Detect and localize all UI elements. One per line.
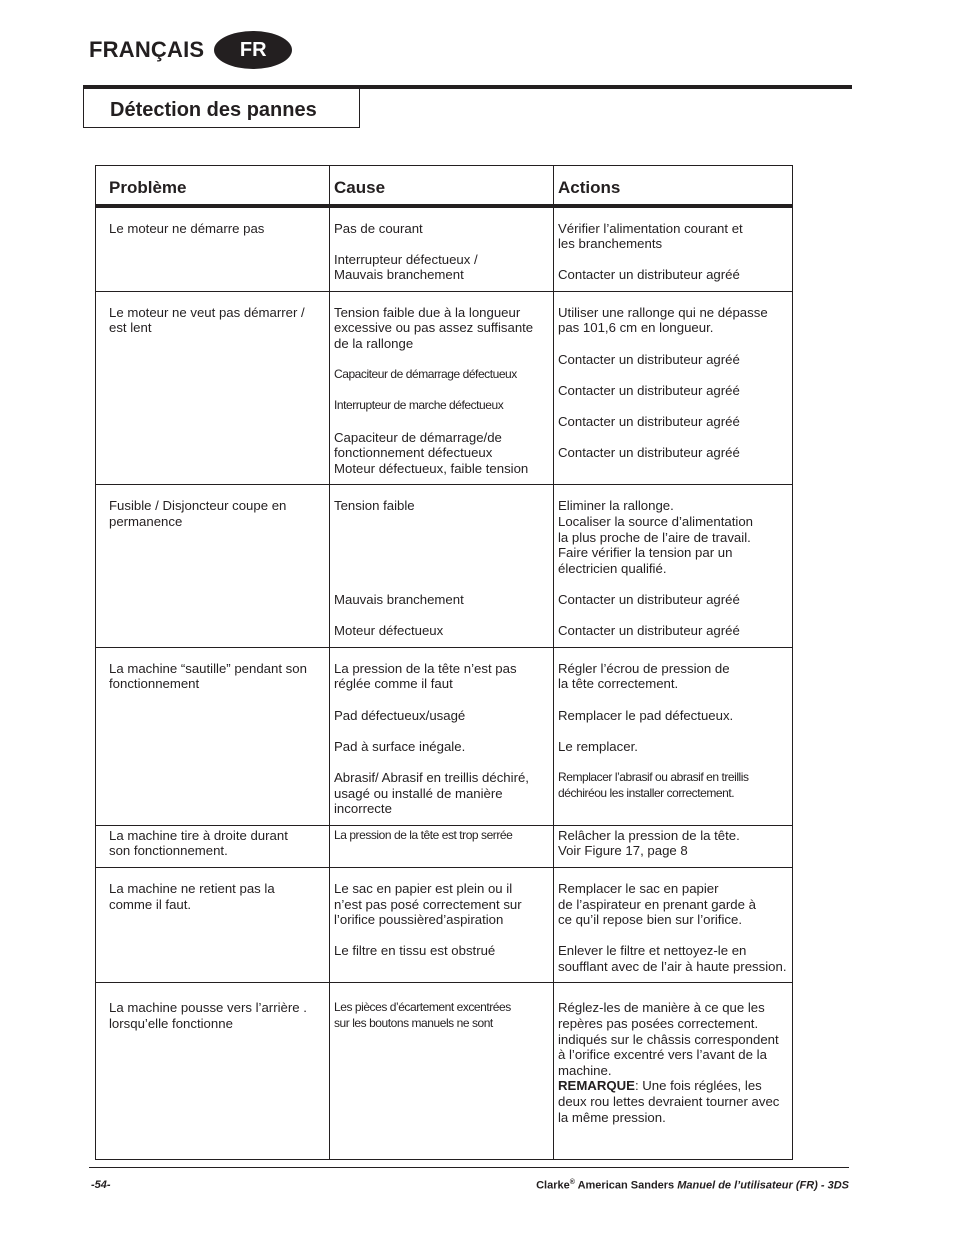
action-cell bbox=[554, 983, 793, 1160]
cause-cell bbox=[330, 291, 554, 485]
action-text: Remplacer le sac en papier de l’aspirateur en prenant garde à ce qu’il repose bien sur l’orifice. bbox=[558, 880, 756, 928]
problem-cell bbox=[96, 867, 330, 983]
action-cell bbox=[554, 206, 793, 292]
cause-text: Moteur défectueux, faible tension bbox=[334, 460, 529, 476]
language-label: FRANÇAIS bbox=[89, 37, 205, 62]
note-text: : Une fois réglées, les deux rou lettes devraient tourner avec la même pression. bbox=[558, 1078, 780, 1125]
cause-text: Pas de courant bbox=[334, 220, 423, 236]
cause-text: Interrupteur défectueux / Mauvais branchement bbox=[334, 251, 478, 283]
cause-text: Abrasif/ Abrasif en treillis déchiré, usagé ou installé de manière incorrecte bbox=[334, 769, 529, 817]
action-text: Utiliser une rallonge qui ne dépasse pas 101,6 cm en longueur. bbox=[558, 304, 768, 336]
problem-text: Le moteur ne démarre pas bbox=[109, 220, 265, 236]
action-text: Contacter un distributeur agréé bbox=[558, 382, 740, 398]
section-title: Détection des pannes bbox=[110, 99, 317, 121]
cause-text: Capaciteur de démarrage défectueux bbox=[334, 367, 517, 382]
problem-cell bbox=[96, 647, 330, 825]
language-header bbox=[89, 31, 292, 69]
action-text: Contacter un distributeur agréé bbox=[558, 351, 740, 367]
table-header-row bbox=[96, 166, 793, 206]
table-row bbox=[96, 825, 793, 867]
action-note bbox=[558, 1078, 792, 1125]
footer-manual-title: Manuel de l’utilisateur (FR) - 3DS bbox=[677, 1179, 849, 1192]
action-text: Contacter un distributeur agréé bbox=[558, 414, 740, 430]
action-cell bbox=[554, 825, 793, 867]
note-label: REMARQUE bbox=[558, 1078, 635, 1094]
header-problem: Problème bbox=[96, 166, 330, 206]
footer-company: American Sanders bbox=[577, 1179, 675, 1192]
problem-cell bbox=[96, 485, 330, 647]
problem-text: La machine pousse vers l’arrière . lorsqu’elle fonctionne bbox=[109, 1000, 307, 1032]
action-text: Vérifier l’alimentation courant et les branchements bbox=[558, 220, 743, 252]
problem-cell bbox=[96, 983, 330, 1160]
problem-text: La machine tire à droite durant son fonctionnement. bbox=[109, 827, 288, 859]
problem-cell bbox=[96, 825, 330, 867]
footer-rule bbox=[89, 1167, 849, 1168]
cause-text: Moteur défectueux bbox=[334, 623, 444, 639]
cause-text: Pad à surface inégale. bbox=[334, 738, 466, 754]
action-text: Remplacer l’abrasif ou abrasif en treillis déchiréou les installer correctement. bbox=[558, 769, 749, 800]
cause-text: Le filtre en tissu est obstrué bbox=[334, 943, 496, 959]
action-text: Eliminer la rallonge. Localiser la source d’alimentation la plus proche de l’aire de travail. Faire vérifier la tension par un électricien qualifié. bbox=[558, 498, 753, 576]
language-badge: FR bbox=[214, 31, 292, 69]
section-title-box bbox=[83, 89, 360, 128]
action-text: Réglez-les de manière à ce que les repères pas posées correctement. indiqués sur le châssis correspondent à l’orifice excentré vers l’avant de la machine. bbox=[558, 1000, 779, 1078]
cause-text: La pression de la tête est trop serrée bbox=[334, 827, 513, 842]
troubleshooting-table bbox=[95, 165, 793, 1160]
cause-text: Tension faible due à la longueur excessive ou pas assez suffisante de la rallonge bbox=[334, 304, 534, 352]
table-row bbox=[96, 206, 793, 292]
table-row bbox=[96, 485, 793, 647]
cause-cell bbox=[330, 867, 554, 983]
cause-text: Tension faible bbox=[334, 498, 415, 514]
action-text: Contacter un distributeur agréé bbox=[558, 267, 740, 283]
table-row bbox=[96, 647, 793, 825]
problem-text: La machine ne retient pas la comme il faut. bbox=[109, 880, 275, 912]
action-text: Le remplacer. bbox=[558, 738, 638, 754]
page-number: -54- bbox=[91, 1179, 111, 1191]
problem-text: La machine “sautille” pendant son fonctionnement bbox=[109, 660, 307, 692]
action-text: Contacter un distributeur agréé bbox=[558, 591, 740, 607]
cause-cell bbox=[330, 206, 554, 292]
action-cell bbox=[554, 291, 793, 485]
header-cause: Cause bbox=[330, 166, 554, 206]
problem-cell bbox=[96, 206, 330, 292]
cause-cell bbox=[330, 647, 554, 825]
table-row bbox=[96, 867, 793, 983]
footer-credit bbox=[536, 1179, 849, 1192]
footer-brand: Clarke bbox=[536, 1179, 570, 1192]
cause-text: Les pièces d’écartement excentrées sur les boutons manuels ne sont bbox=[334, 1000, 511, 1031]
cause-text: Interrupteur de marche défectueux bbox=[334, 398, 504, 413]
cause-text: Pad défectueux/usagé bbox=[334, 707, 466, 723]
table-row bbox=[96, 291, 793, 485]
table-row bbox=[96, 983, 793, 1160]
cause-text: La pression de la tête n’est pas réglée comme il faut bbox=[334, 660, 517, 692]
cause-text: Mauvais branchement bbox=[334, 592, 464, 607]
header-actions: Actions bbox=[554, 166, 793, 206]
cause-text: Le sac en papier est plein ou il n’est pas posé correctement sur l’orifice poussièred’aspiration bbox=[334, 880, 522, 928]
action-cell bbox=[554, 485, 793, 647]
action-text: Relâcher la pression de la tête. Voir Figure 17, page 8 bbox=[558, 827, 740, 859]
action-cell bbox=[554, 647, 793, 825]
action-text: Contacter un distributeur agréé bbox=[558, 623, 740, 639]
action-text: Régler l’écrou de pression de la tête correctement. bbox=[558, 660, 730, 692]
problem-cell bbox=[96, 291, 330, 485]
cause-cell bbox=[330, 485, 554, 647]
cause-cell bbox=[330, 825, 554, 867]
cause-text: Capaciteur de démarrage/de fonctionnement défectueux bbox=[334, 429, 502, 461]
cause-cell bbox=[330, 983, 554, 1160]
action-text: Remplacer le pad défectueux. bbox=[558, 707, 734, 723]
action-text: Enlever le filtre et nettoyez-le en soufflant avec de l’air à haute pression. bbox=[558, 943, 787, 974]
registered-mark: ® bbox=[569, 1179, 575, 1186]
action-cell bbox=[554, 867, 793, 983]
problem-text: Fusible / Disjoncteur coupe en permanence bbox=[109, 498, 287, 529]
problem-text: Le moteur ne veut pas démarrer / est lent bbox=[109, 304, 305, 336]
action-text: Contacter un distributeur agréé bbox=[558, 445, 740, 461]
